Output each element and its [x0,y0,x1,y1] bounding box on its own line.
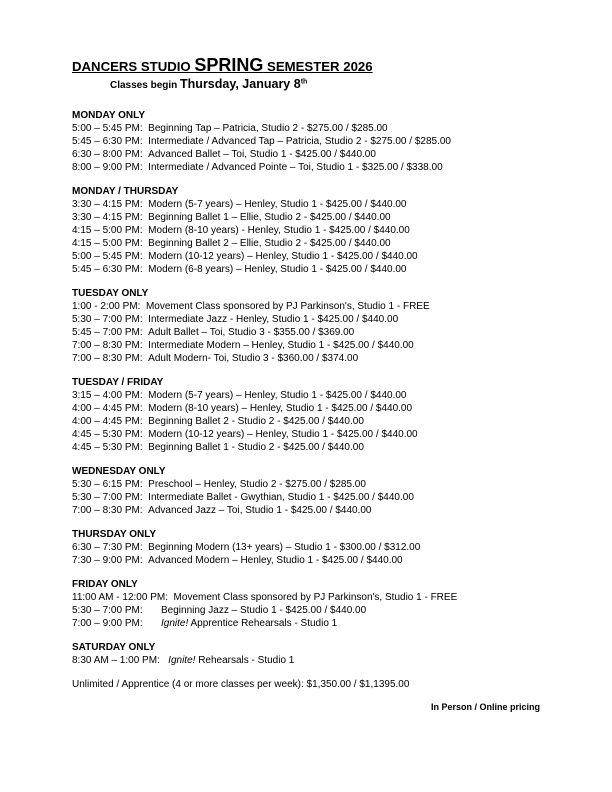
subtitle-lead: Classes begin [110,80,181,91]
class-row [72,604,542,617]
class-time: 3:30 – 4:15 PM: [72,212,143,223]
class-row [72,135,542,148]
class-description: Advanced Ballet – Toi, Studio 1 - $425.00 / $440.00 [148,149,376,160]
class-time: 5:30 – 6:15 PM: [72,479,143,490]
section-heading: FRIDAY ONLY [72,579,138,590]
schedule-section [72,376,542,454]
class-description: Advanced Modern – Henley, Studio 1 - $425.00 / $440.00 [148,555,403,566]
class-time: 4:00 – 4:45 PM: [72,403,143,414]
class-time: 5:30 – 7:00 PM: [72,605,143,616]
class-row [72,211,542,224]
class-time: 5:00 – 5:45 PM: [72,251,143,262]
class-row [72,654,542,667]
class-time: 1:00 - 2:00 PM: [72,301,141,312]
class-row [72,504,542,517]
class-description: Beginning Ballet 1 - Studio 2 - $425.00 / $440.00 [148,442,364,453]
class-row [72,541,542,554]
schedule-section [72,109,542,174]
class-row [72,554,542,567]
classes-begin-line [110,77,542,93]
class-row [72,352,542,365]
ignite-label: Ignite! [168,655,196,666]
class-time: 6:30 – 7:30 PM: [72,542,143,553]
ignite-label: Ignite! [161,618,189,629]
schedule-section [72,641,542,667]
class-description: Movement Class sponsored by PJ Parkinson's, Studio 1 - FREE [173,592,458,603]
class-time: 7:00 – 8:30 PM: [72,340,143,351]
class-row [72,237,542,250]
schedule-section [72,465,542,517]
class-description: Beginning Ballet 1 – Ellie, Studio 2 - $425.00 / $440.00 [148,212,391,223]
class-description: Apprentice Rehearsals - Studio 1 [188,618,338,629]
class-row [72,122,542,135]
pricing-note: In Person / Online pricing [430,702,540,712]
schedule-section [72,578,542,630]
class-row [72,198,542,211]
class-description: Adult Ballet – Toi, Studio 3 - $355.00 / $369.00 [148,327,355,338]
section-heading: TUESDAY ONLY [72,288,149,299]
title-prefix: DANCERS STUDIO [72,59,195,74]
section-heading: THURSDAY ONLY [72,529,157,540]
class-description: Preschool – Henley, Studio 2 - $275.00 / $285.00 [148,479,366,490]
title-suffix: SEMESTER 2026 [263,59,373,74]
class-row [72,300,542,313]
class-row [72,428,542,441]
class-row [72,148,542,161]
class-row [72,313,542,326]
class-description: Modern (8-10 years) – Henley, Studio 1 - $425.00 / $440.00 [148,403,413,414]
class-time: 7:00 – 8:30 PM: [72,505,143,516]
class-time: 8:30 AM – 1:00 PM: [72,655,160,666]
class-description: Intermediate Jazz - Henley, Studio 1 - $425.00 / $440.00 [148,314,399,325]
class-row [72,389,542,402]
class-time: 4:00 – 4:45 PM: [72,416,143,427]
class-time: 7:00 – 8:30 PM: [72,353,143,364]
page-title [72,56,542,76]
schedule-sections [72,109,542,667]
class-description: Rehearsals - Studio 1 [195,655,295,666]
class-time: 8:00 – 9:00 PM: [72,162,143,173]
class-row [72,617,542,630]
section-heading: WEDNESDAY ONLY [72,466,166,477]
class-row [72,591,542,604]
class-time: 7:30 – 9:00 PM: [72,555,143,566]
class-description: Beginning Modern (13+ years) – Studio 1 - $300.00 / $312.00 [148,542,421,553]
class-description: Modern (10-12 years) – Henley, Studio 1 - $425.00 / $440.00 [148,429,418,440]
class-row [72,250,542,263]
class-row [72,402,542,415]
class-description: Advanced Jazz – Toi, Studio 1 - $425.00 / $440.00 [148,505,372,516]
class-description: Movement Class sponsored by PJ Parkinson's, Studio 1 - FREE [145,301,430,312]
unlimited-pricing: Unlimited / Apprentice (4 or more classes per week): $1,350.00 / $1,1395.00 [72,679,410,690]
class-time: 6:30 – 8:00 PM: [72,149,143,160]
schedule-section [72,287,542,365]
section-heading: TUESDAY / FRIDAY [72,377,164,388]
class-row [72,478,542,491]
class-time: 5:45 – 6:30 PM: [72,136,143,147]
class-description: Modern (6-8 years) – Henley, Studio 1 - $425.00 / $440.00 [148,264,407,275]
class-row [72,441,542,454]
class-row [72,224,542,237]
class-time: 3:30 – 4:15 PM: [72,199,143,210]
class-time: 3:15 – 4:00 PM: [72,390,143,401]
schedule-page [72,56,542,691]
start-date: Thursday, January 8 [180,77,301,91]
class-time: 11:00 AM - 12:00 PM: [72,592,168,603]
class-description: Modern (8-10 years) - Henley, Studio 1 - $425.00 / $440.00 [148,225,410,236]
class-time: 7:00 – 9:00 PM: [72,618,143,629]
class-description: Intermediate Ballet - Gwythian, Studio 1 - $425.00 / $440.00 [148,492,414,503]
class-description: Beginning Ballet 2 - Studio 2 - $425.00 / $440.00 [148,416,364,427]
class-description: Intermediate / Advanced Tap – Patricia, Studio 2 - $275.00 / $285.00 [148,136,451,147]
class-time: 5:30 – 7:00 PM: [72,314,143,325]
title-semester: SPRING [194,55,264,75]
class-description: Adult Modern- Toi, Studio 3 - $360.00 / $374.00 [148,353,359,364]
schedule-section [72,185,542,276]
class-time: 5:00 – 5:45 PM: [72,123,143,134]
class-description: Modern (5-7 years) – Henley, Studio 1 - $425.00 / $440.00 [148,199,407,210]
class-time: 4:15 – 5:00 PM: [72,225,143,236]
section-heading: SATURDAY ONLY [72,642,156,653]
class-row [72,161,542,174]
class-time: 4:45 – 5:30 PM: [72,442,143,453]
section-heading: MONDAY / THURSDAY [72,186,179,197]
class-time: 5:45 – 6:30 PM: [72,264,143,275]
class-row [72,339,542,352]
class-time: 5:30 – 7:00 PM: [72,492,143,503]
class-description: Beginning Ballet 2 – Ellie, Studio 2 - $425.00 / $440.00 [148,238,391,249]
class-description: Intermediate Modern – Henley, Studio 1 - $425.00 / $440.00 [148,340,414,351]
class-description: Modern (10-12 years) – Henley, Studio 1 - $425.00 / $440.00 [148,251,418,262]
class-description: Intermediate / Advanced Pointe – Toi, Studio 1 - $325.00 / $338.00 [148,162,443,173]
class-time: 4:45 – 5:30 PM: [72,429,143,440]
class-row [72,263,542,276]
class-description: Beginning Tap – Patricia, Studio 2 - $275.00 / $285.00 [148,123,388,134]
class-description: Beginning Jazz – Studio 1 - $425.00 / $440.00 [161,605,367,616]
date-ordinal: th [300,78,308,86]
class-row [72,415,542,428]
class-time: 5:45 – 7:00 PM: [72,327,143,338]
section-heading: MONDAY ONLY [72,110,145,121]
class-time: 4:15 – 5:00 PM: [72,238,143,249]
class-row [72,491,542,504]
class-row [72,326,542,339]
schedule-section [72,528,542,567]
class-description: Modern (5-7 years) – Henley, Studio 1 - $425.00 / $440.00 [148,390,407,401]
